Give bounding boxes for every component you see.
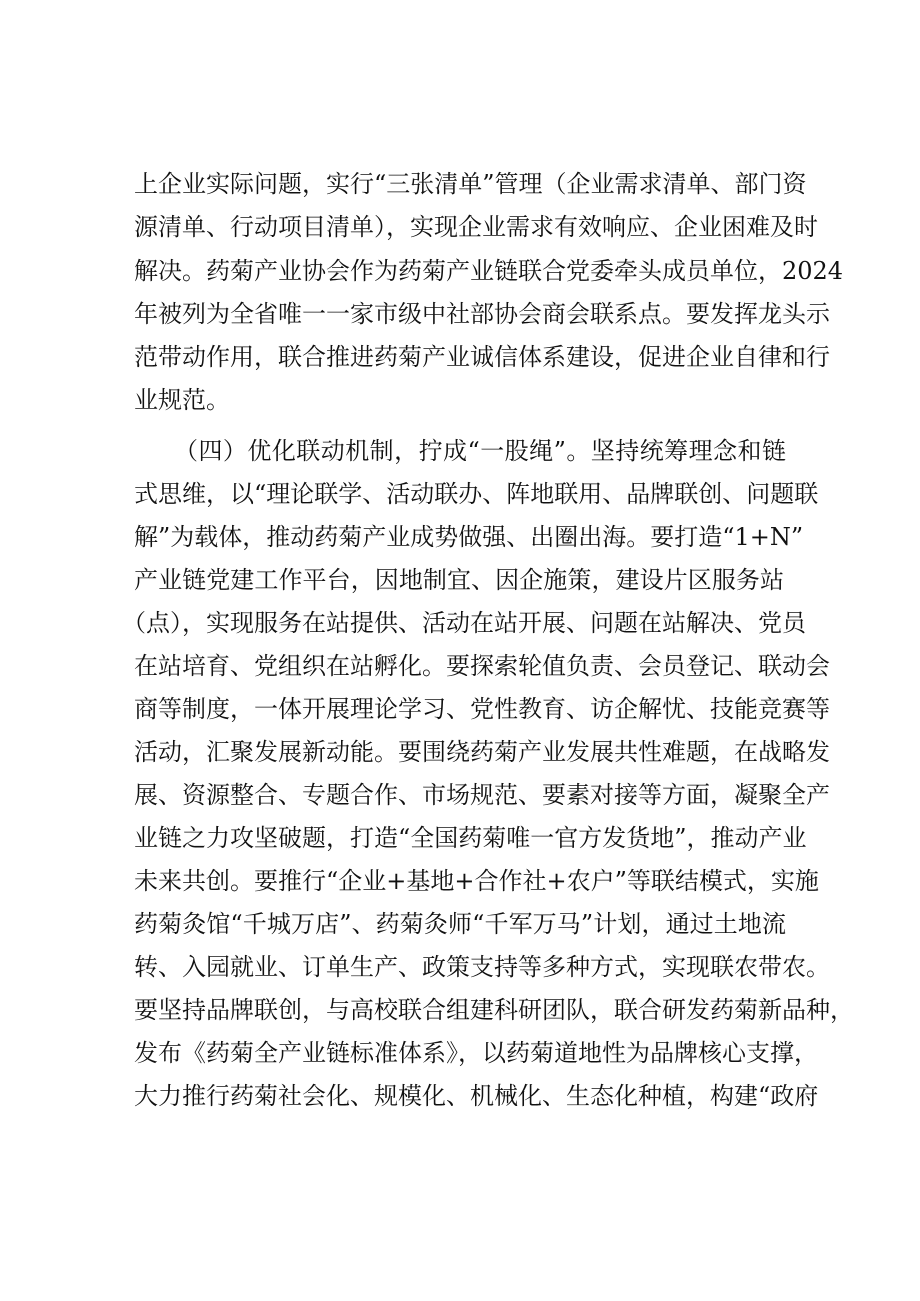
paragraph-1-line-6: 业规范。 bbox=[134, 386, 230, 414]
paragraph-2-line-13: 转、入园就业、订单生产、政策支持等多种方式，实现联农带农。 bbox=[134, 953, 830, 981]
paragraph-2-line-2: 式思维，以“理论联学、活动联办、阵地联用、品牌联创、问题联 bbox=[134, 480, 819, 508]
paragraph-1-line-5: 范带动作用，联合推进药菊产业诚信体系建设，促进企业自律和行 bbox=[134, 343, 830, 371]
paragraph-2-line-8: 活动，汇聚发展新动能。要围绕药菊产业发展共性难题，在战略发 bbox=[134, 738, 830, 766]
paragraph-1-line-2: 源清单、行动项目清单），实现企业需求有效响应、企业困难及时 bbox=[134, 213, 818, 241]
paragraph-1-line-1: 上企业实际问题，实行“三张清单”管理（企业需求清单、部门资 bbox=[134, 170, 807, 198]
paragraph-1-line-3: 解决。药菊产业协会作为药菊产业链联合党委牵头成员单位，2024 bbox=[134, 257, 844, 285]
paragraph-2-line-9: 展、资源整合、专题合作、市场规范、要素对接等方面，凝聚全产 bbox=[134, 781, 830, 809]
paragraph-2-line-6: 在站培育、党组织在站孵化。要探索轮值负责、会员登记、联动会 bbox=[134, 652, 830, 680]
paragraph-2-line-11: 未来共创。要推行“企业+基地+合作社+农户”等联结模式，实施 bbox=[134, 867, 819, 895]
paragraph-2-line-7: 商等制度，一体开展理论学习、党性教育、访企解忧、技能竞赛等 bbox=[134, 695, 830, 723]
paragraph-2-line-1: （四）优化联动机制，拧成“一股绳”。坚持统筹理念和链 bbox=[174, 437, 786, 465]
paragraph-2-line-14: 要坚持品牌联创，与高校联合组建科研团队，联合研发药菊新品种， bbox=[134, 996, 854, 1024]
paragraph-2-line-5: （点），实现服务在站提供、活动在站开展、问题在站解决、党员 bbox=[122, 609, 806, 637]
paragraph-2-line-10: 业链之力攻坚破题，打造“全国药菊唯一官方发货地”，推动产业 bbox=[134, 824, 807, 852]
paragraph-2-line-12: 药菊灸馆“千城万店”、药菊灸师“千军万马”计划，通过土地流 bbox=[134, 910, 786, 938]
paragraph-2-line-16: 大力推行药菊社会化、规模化、机械化、生态化种植，构建“政府 bbox=[134, 1082, 819, 1110]
paragraph-2-line-4: 产业链党建工作平台，因地制宜、因企施策，建设片区服务站 bbox=[134, 566, 784, 594]
paragraph-2-line-15: 发布《药菊全产业链标准体系》，以药菊道地性为品牌核心支撑， bbox=[134, 1039, 818, 1067]
paragraph-2-line-3: 解”为载体，推动药菊产业成势做强、出圈出海。要打造“1+N” bbox=[134, 523, 804, 551]
paragraph-1-line-4: 年被列为全省唯一一家市级中社部协会商会联系点。要发挥龙头示 bbox=[134, 300, 830, 328]
